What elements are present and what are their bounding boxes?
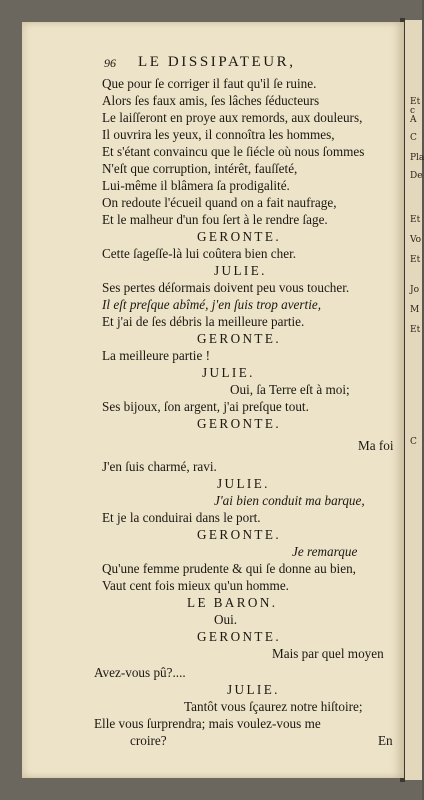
facing-fragment: Et	[410, 325, 421, 335]
speaker-name: JULIE.	[202, 365, 255, 380]
verse-line: Et s'étant convaincu que le ſiécle où nous ſommes	[102, 144, 365, 159]
speaker-name: GERONTE.	[197, 331, 282, 346]
verse-line: Je remarque	[292, 544, 358, 559]
verse-line: Mais par quel moyen	[272, 646, 384, 661]
verse-line: Il ouvrira les yeux, il connoîtra les hommes,	[102, 127, 335, 142]
facing-fragment: Vo	[410, 235, 422, 245]
facing-fragment: Et c	[410, 97, 421, 116]
facing-fragment: Et	[410, 215, 421, 225]
verse-line: Et j'ai de ſes débris la meilleure partie.	[102, 314, 305, 329]
verse-line: J'en ſuis charmé, ravi.	[102, 459, 217, 474]
verse-line: Avez-vous pû?....	[94, 665, 186, 680]
speaker-name: LE BARON.	[187, 595, 278, 610]
facing-fragment: C	[410, 133, 417, 143]
verse-line: On redoute l'écueil quand on a fait naufrage,	[102, 195, 337, 210]
facing-fragment: Jo	[410, 285, 420, 295]
speaker-name: JULIE.	[217, 476, 270, 491]
verse-line: Ses bijoux, ſon argent, j'ai preſque tout.	[102, 399, 309, 414]
running-header	[104, 56, 400, 74]
facing-page-edge	[404, 20, 422, 780]
verse-line: Ma foi	[358, 438, 394, 453]
verse-line: Oui.	[214, 612, 238, 627]
verse-line: Oui, ſa Terre eſt à moi;	[230, 382, 350, 397]
facing-fragment: A	[410, 115, 417, 125]
facing-fragment: De	[410, 171, 423, 181]
verse-line: Il eſt preſque abîmé, j'en ſuis trop avertie,	[102, 297, 322, 312]
verse-line: Que pour ſe corriger il faut qu'il ſe ruine.	[102, 76, 317, 91]
facing-fragment: M	[410, 305, 420, 315]
verse-line: Elle vous ſurprendra; mais voulez-vous me	[94, 716, 321, 731]
facing-fragment: Pla	[410, 153, 424, 163]
speaker-name: GERONTE.	[197, 527, 282, 542]
verse-line: Ses pertes déſormais doivent peu vous toucher.	[102, 280, 350, 295]
verse-line: croire?	[130, 733, 167, 748]
speaker-name: JULIE.	[227, 682, 280, 697]
speaker-name: GERONTE.	[197, 629, 282, 644]
verse-line: Cette ſageſſe-là lui coûtera bien cher.	[102, 246, 297, 261]
speaker-name: JULIE.	[214, 263, 267, 278]
facing-fragment: C	[410, 437, 417, 447]
verse-line: N'eſt que corruption, intérêt, fauſſeté,	[102, 161, 298, 176]
verse-line: Le laiſſeront en proye aux remords, aux douleurs,	[102, 110, 363, 125]
verse-line: Lui-même il blâmera ſa prodigalité.	[102, 178, 290, 193]
verse-line: Et je la conduirai dans le port.	[102, 510, 261, 525]
verse-line: Qu'une femme prudente & qui ſe donne au bien,	[102, 561, 356, 576]
facing-fragment: Et	[410, 255, 421, 265]
verse-line: Et le malheur d'un fou ſert à le rendre ſage.	[102, 212, 328, 227]
running-title: LE DISSIPATEUR,	[138, 54, 296, 70]
page-number: 96	[104, 56, 116, 70]
speaker-name: GERONTE.	[197, 416, 282, 431]
verse-line: Tantôt vous ſçaurez notre hiſtoire;	[184, 699, 363, 714]
speaker-name: GERONTE.	[197, 229, 282, 244]
catchword: En	[378, 733, 393, 748]
verse-line: La meilleure partie !	[102, 348, 211, 363]
verse-line: Vaut cent fois mieux qu'un homme.	[102, 578, 289, 593]
verse-line: Alors ſes faux amis, ſes lâches ſéducteurs	[102, 93, 320, 108]
verse-line: J'ai bien conduit ma barque,	[214, 493, 365, 508]
